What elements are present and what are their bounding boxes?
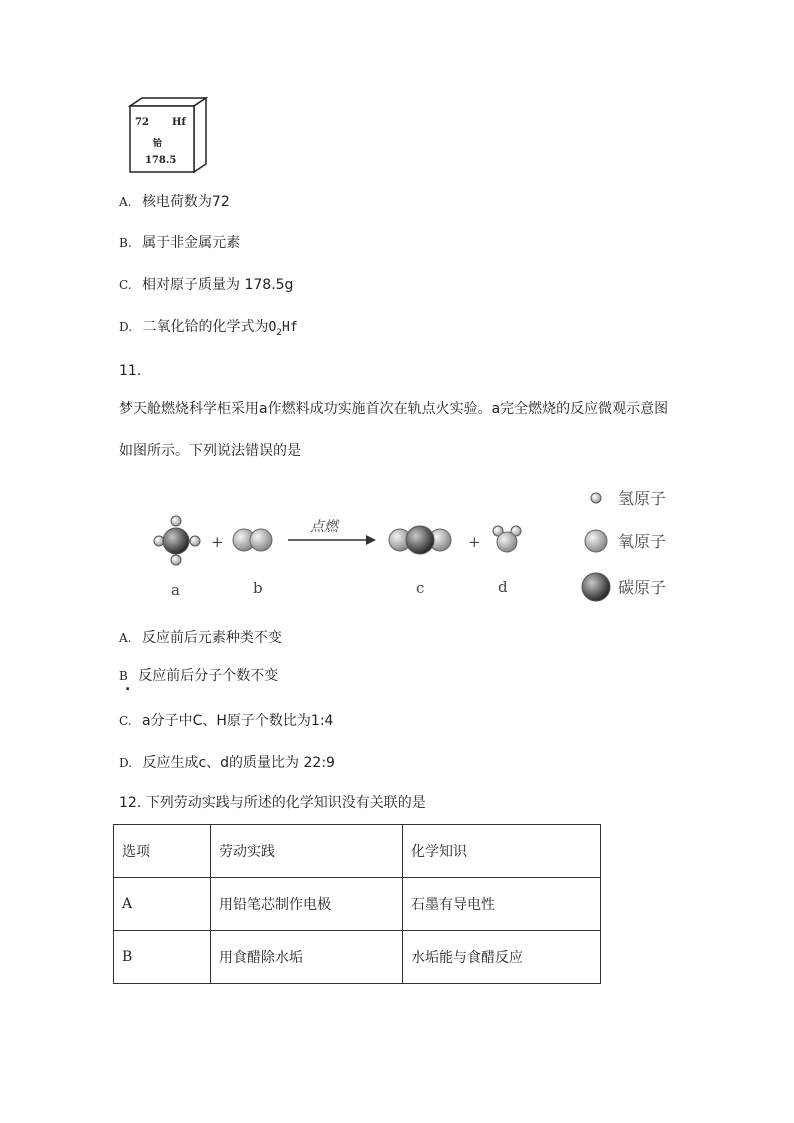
- q11-option-c: [119, 712, 333, 730]
- q11-stem-line2: 如图所示。下列说法错误的是: [119, 443, 301, 459]
- option-text: 相对原子质量为 178.5g: [142, 277, 294, 293]
- reaction-diagram: [140, 480, 680, 610]
- table-row: [114, 931, 601, 984]
- option-letter: D.: [119, 756, 133, 770]
- formula-main: O: [268, 320, 277, 335]
- q11-option-a: [119, 629, 282, 647]
- legend-carbon: 碳原子: [618, 578, 667, 597]
- q10-option-c: [119, 276, 293, 294]
- table-row: [114, 878, 601, 931]
- label-d: d: [498, 578, 508, 596]
- formula-sub: 2: [276, 327, 283, 338]
- label-a: a: [171, 581, 180, 599]
- option-letter: A.: [119, 195, 132, 209]
- element-number: 72: [135, 117, 149, 128]
- element-symbol: Hf: [172, 117, 186, 128]
- q11-option-b: [119, 667, 278, 685]
- option-letter: B: [119, 669, 128, 683]
- q12-stem: 12. 下列劳动实践与所述的化学知识没有关联的是: [119, 795, 426, 811]
- oxygen-atom-icon: [585, 530, 607, 552]
- formula-tail: Hf: [282, 320, 298, 335]
- table-header-row: [114, 825, 601, 878]
- element-name: 铪: [153, 139, 163, 149]
- carbon-atom-icon: [582, 573, 610, 601]
- option-letter: A.: [119, 631, 132, 645]
- label-b: b: [253, 579, 263, 597]
- arrow-label: 点燃: [310, 519, 338, 535]
- table-cell: 用食醋除水垢: [211, 931, 403, 984]
- option-letter: C.: [119, 714, 132, 728]
- option-text: 二氧化铪的化学式为: [142, 319, 269, 335]
- table-cell: 石墨有导电性: [403, 878, 601, 931]
- table-cell: A: [114, 878, 211, 931]
- element-mass: 178.5: [145, 155, 177, 166]
- option-text: 反应前后元素种类不变: [141, 630, 282, 646]
- q10-option-b: [119, 234, 240, 252]
- q11-stem-line1: 梦天舱燃烧科学柜采用a作燃料成功实施首次在轨点火实验。a完全燃烧的反应微观示意图: [119, 401, 669, 417]
- option-b-dot: .: [125, 678, 131, 694]
- option-letter: C.: [119, 278, 132, 292]
- table-cell: 水垢能与食醋反应: [403, 931, 601, 984]
- option-text: 属于非金属元素: [142, 235, 241, 251]
- q11-option-d: [119, 754, 335, 772]
- legend-hydrogen: 氢原子: [618, 489, 667, 508]
- q12-table: [113, 824, 601, 984]
- option-letter: B.: [119, 236, 132, 250]
- molecule-c: [389, 526, 451, 554]
- option-text: 反应前后分子个数不变: [138, 668, 279, 684]
- legend-oxygen: 氧原子: [618, 532, 667, 551]
- q11-number: 11.: [119, 363, 142, 379]
- option-text: 反应生成c、d的质量比为 22:9: [142, 755, 335, 771]
- label-c: c: [416, 579, 425, 597]
- molecule-b: [233, 529, 272, 551]
- table-header-cell: 化学知识: [403, 825, 601, 878]
- plus-1: +: [211, 533, 224, 551]
- option-text: 核电荷数为72: [141, 194, 230, 210]
- reaction-arrow: [288, 535, 376, 545]
- molecule-d: [493, 526, 521, 552]
- hydrogen-atom-icon: [591, 493, 601, 503]
- option-letter: D.: [119, 320, 133, 334]
- table-cell: 用铅笔芯制作电极: [211, 878, 403, 931]
- option-text: a分子中C、H原子个数比为1:4: [142, 713, 334, 729]
- table-cell: B: [114, 931, 211, 984]
- legend: [582, 489, 666, 601]
- table-header-cell: 选项: [114, 825, 211, 878]
- q10-option-a: [119, 193, 230, 211]
- table-header-cell: 劳动实践: [211, 825, 403, 878]
- molecule-a: [154, 516, 200, 565]
- q10-option-d: [119, 318, 298, 342]
- plus-2: +: [468, 533, 481, 551]
